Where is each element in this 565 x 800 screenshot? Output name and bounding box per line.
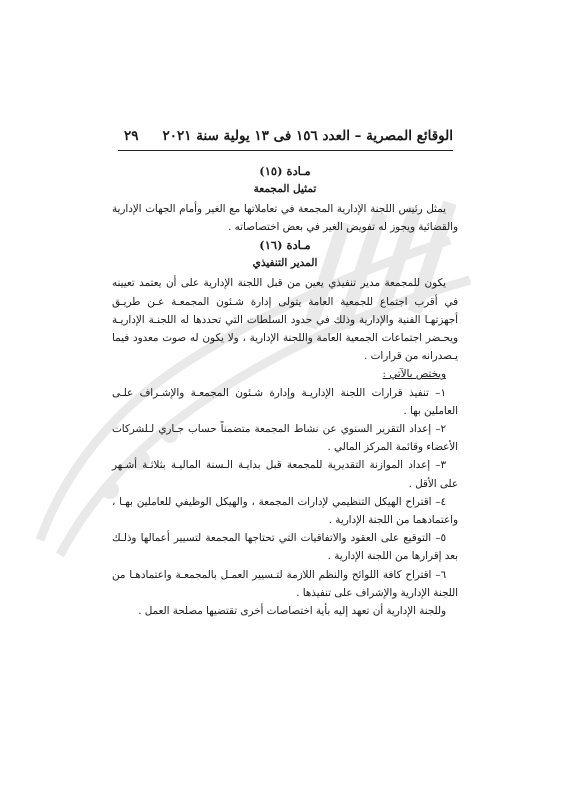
page-number: ٢٩ [124,128,139,144]
gazette-title: الوقائع المصرية – العدد ١٥٦ فى ١٣ يولية سنة ٢٠٢١ [162,128,453,144]
duty-item-5: ٥– التوقيع على العقود والاتفاقيات التي تحتاجها المجمعة لتسيير أعمالها وذلـك بعد إقرارها من اللجنة الإدارية . [112,532,458,563]
article-15-subheading: تمثيل المجمعة [253,183,317,195]
article-16-body: يكون للمجمعة مدير تنفيذي يعين من قبل اللجنة الإدارية على أن يعتمد تعيينه في أقرب اجتماع للجمعية العامة يتولى إدارة شـئون المجمعـة عـن طريـق أجهزتهـا الفنية والإدارية وذلك في حدود السلطات التي تحددها له اللجنـة الإداريـة ويحـضر اجتماعات الجمعية العامة واللجنة الإدارية ، ولا يكون له صوت معدود فيما يـصدرانه من قرارات . [112,277,458,363]
duties-intro: ويختص بالآتي : [382,368,446,381]
document-body [112,162,458,620]
duty-item-2: ٢– إعداد التقرير السنوي عن نشاط المجمعة متضمناً حساب جـاري لـلشركات الأعضاء وقائمة المركز المالي . [112,423,458,454]
page-header [118,124,453,151]
duty-item-6: ٦– اقتراح كافة اللوائح والنظم اللازمة لتـسيير العمـل بالمجمعـة واعتمادهـا من اللجنة الإدارية والإشراف على تنفيذها . [112,568,458,599]
duty-item-4: ٤– اقتراح الهيكل التنظيمي لإدارات المجمعة ، والهيكل الوظيفي للعاملين بهـا ، واعتمادهما من اللجنة الإدارية . [112,495,458,527]
article-16-subheading: المدير التنفيذي [252,257,318,270]
article-16-heading: مـادة (١٦) [259,238,311,253]
article-15-body: يمثل رئيس اللجنة الإدارية المجمعة في تعاملاتها مع الغير وأمام الجهات الإدارية والقضائية ويجوز له تفويض الغير في بعض اختصاصاته . [112,203,458,234]
closing-paragraph: وللجنة الإدارية أن تعهد إليه بأية اختصاصات أخرى تقتضيها مصلحة العمل . [138,605,446,618]
article-15-heading: مـادة (١٥) [259,164,311,178]
duty-item-1: ١– تنفيذ قرارات اللجنة الإداريـة وإدارة شـئون المجمعـة والإشـراف علـى العاملين بها . [112,386,458,417]
duty-item-3: ٣– إعداد الموازنة التقديرية للمجمعة قبل بدايـة الـسنة الماليـة بثلاثـة أشـهر على الأقل . [112,459,458,490]
